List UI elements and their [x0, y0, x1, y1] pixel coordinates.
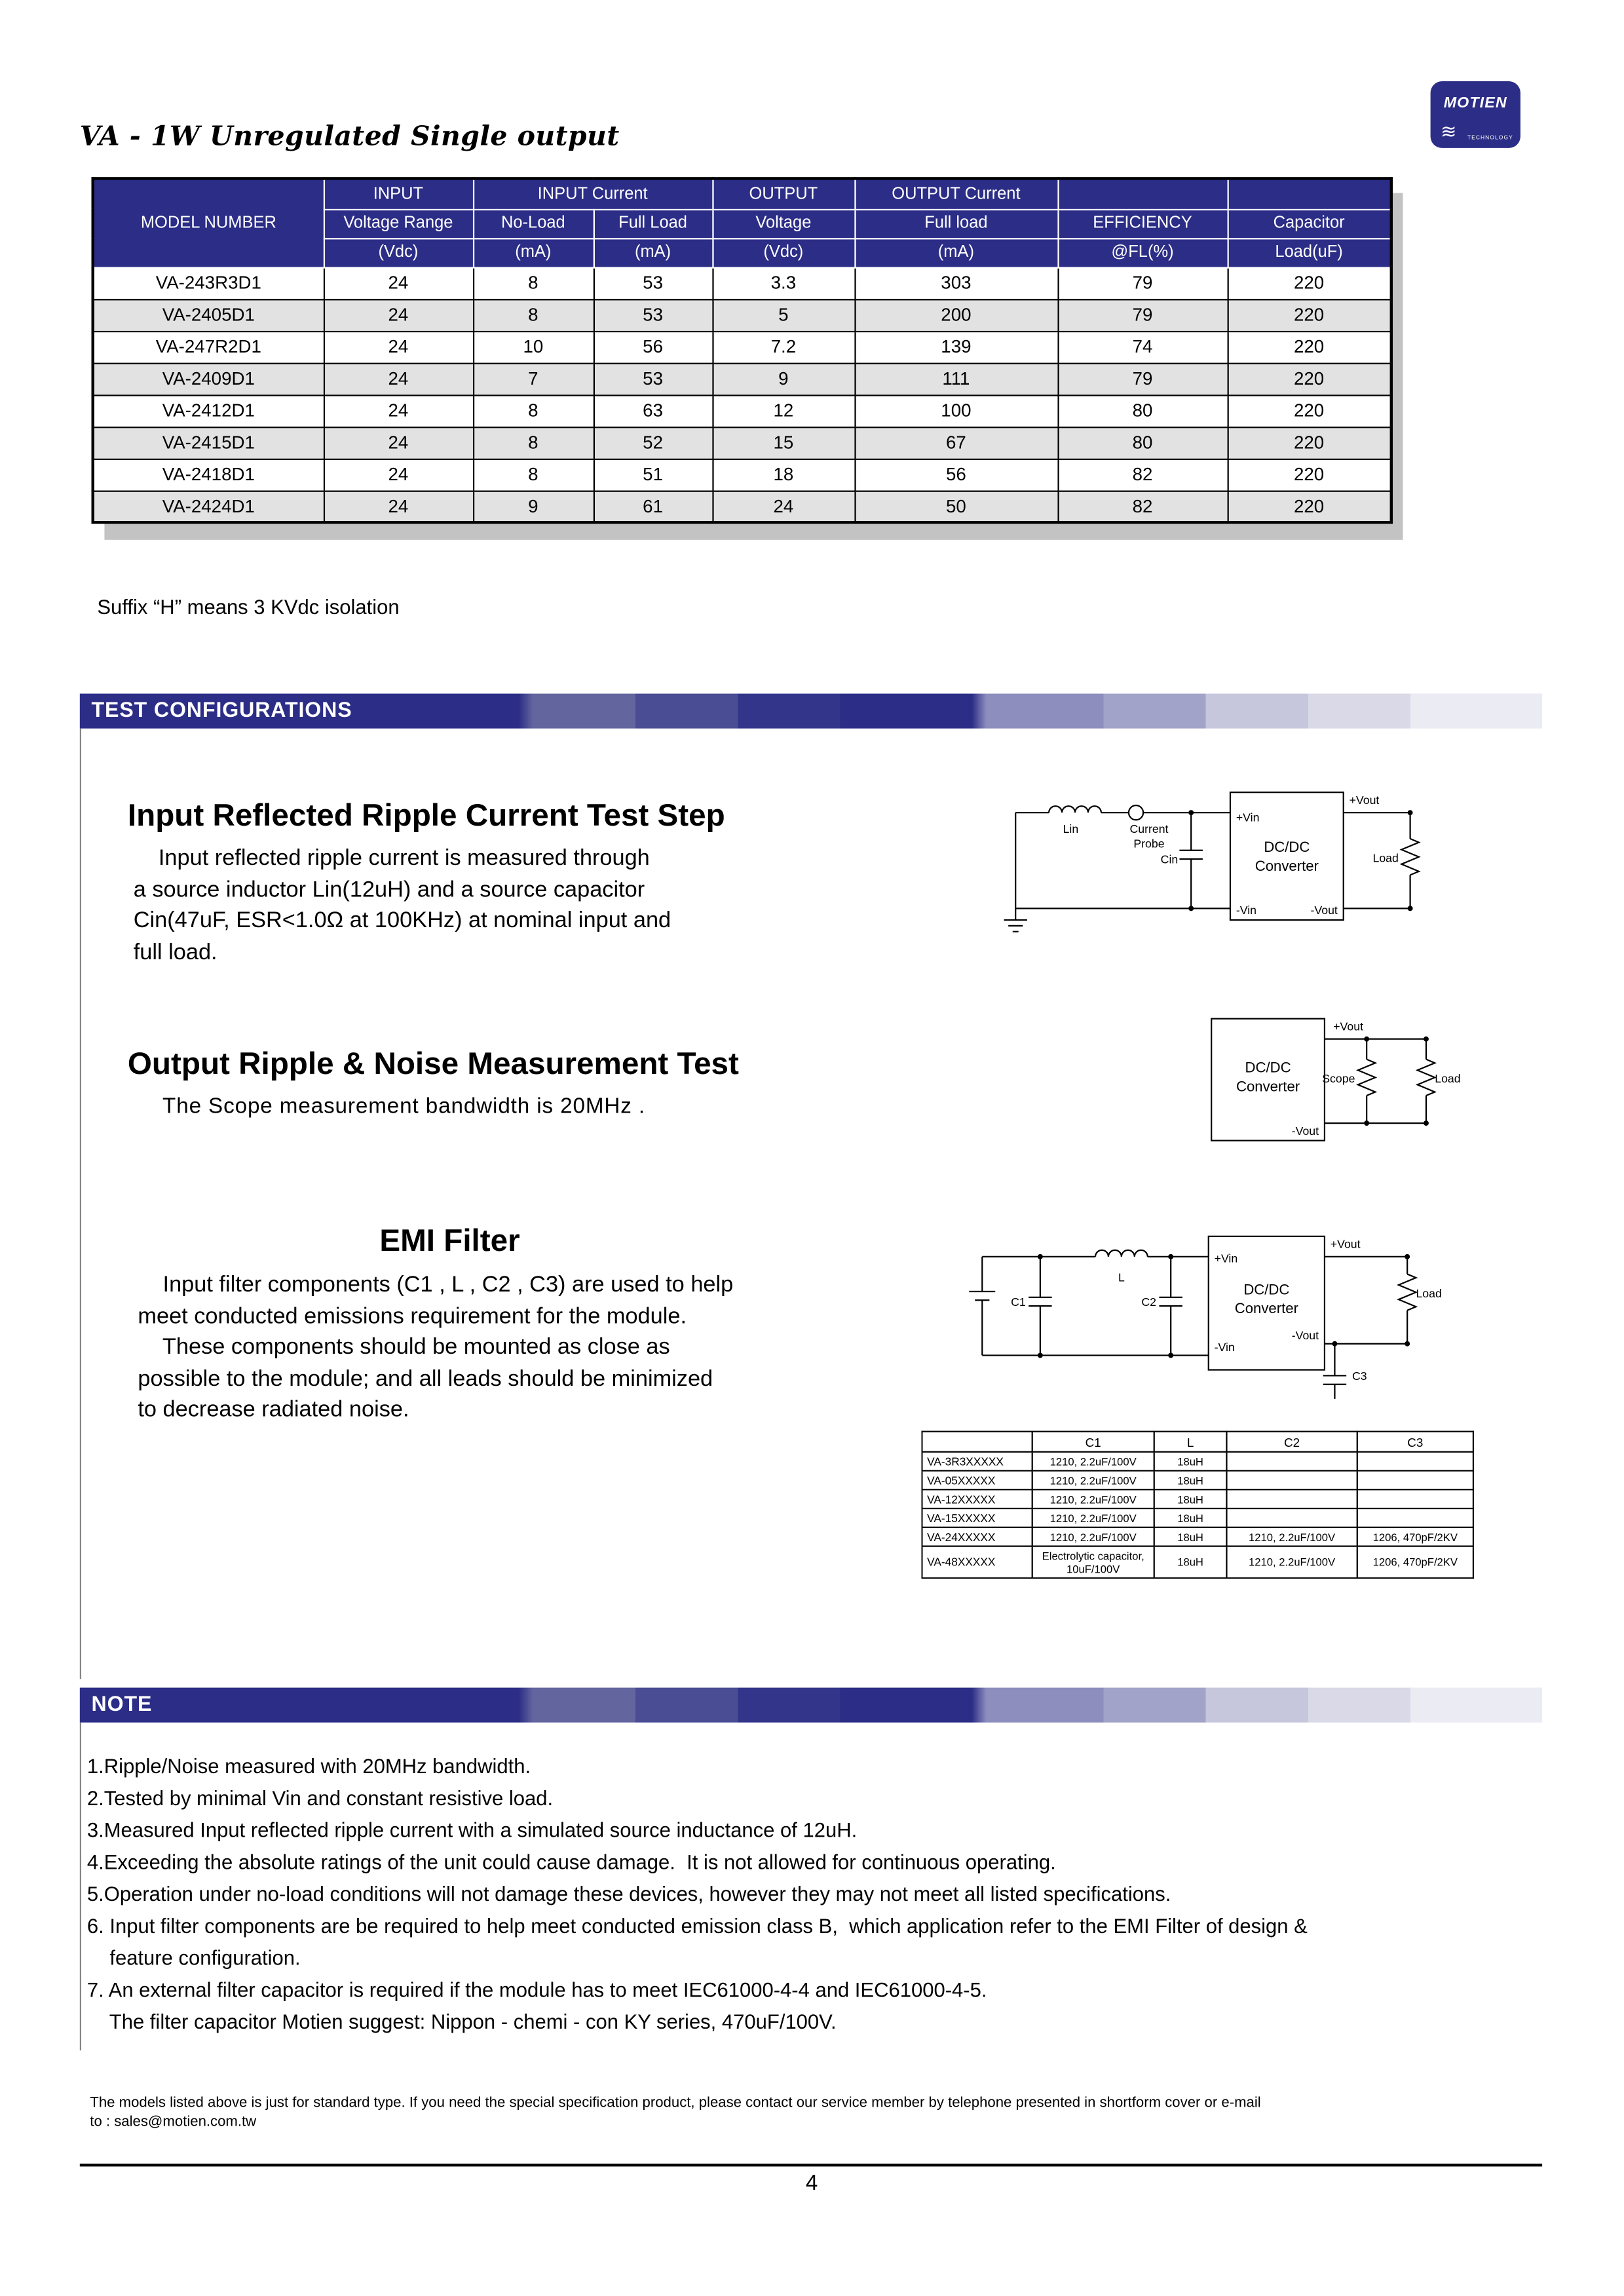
emi-header-cell: L: [1154, 1432, 1227, 1452]
paragraph-line: Cin(47uF, ESR<1.0Ω at 100KHz) at nominal input and: [133, 908, 671, 933]
table-row: [93, 331, 1391, 363]
value-cell: 1210, 2.2uF/100V: [1032, 1470, 1154, 1489]
col-model-number: MODEL NUMBER: [93, 178, 324, 267]
value-cell: 220: [1228, 491, 1391, 523]
model-cell: VA-2409D1: [93, 363, 324, 395]
label-vin-plus: +Vin: [1214, 1252, 1238, 1265]
value-cell: 1210, 2.2uF/100V: [1226, 1527, 1357, 1546]
output-ripple-test-diagram: [1008, 1001, 1461, 1161]
logo-subtext: TECHNOLOGY: [1467, 134, 1513, 141]
logo-waves-icon: ≋: [1441, 120, 1457, 143]
value-cell: 79: [1057, 267, 1227, 299]
model-cell: VA-24XXXXX: [922, 1527, 1032, 1546]
group-output: OUTPUT: [712, 178, 854, 209]
paragraph-line: Input filter components (C1 , L , C2 , C3) are used to help: [138, 1272, 734, 1297]
note-line: 3.Measured Input reflected ripple current with a simulated source inductance of 12uH.: [86, 1818, 858, 1842]
model-cell: VA-243R3D1: [93, 267, 324, 299]
value-cell: 1206, 470pF/2KV: [1357, 1546, 1473, 1578]
col-voltage-range: Voltage Range: [324, 209, 473, 238]
unit-capacitor: Load(uF): [1228, 238, 1391, 267]
value-cell: [1357, 1470, 1473, 1489]
group-input: INPUT: [324, 178, 473, 209]
model-cell: VA-05XXXXX: [922, 1470, 1032, 1489]
banner-test-configurations: [80, 694, 1542, 729]
value-cell: [1226, 1452, 1357, 1471]
value-cell: 24: [324, 299, 473, 331]
emi-header-cell: C1: [1032, 1432, 1154, 1452]
value-cell: 220: [1228, 267, 1391, 299]
current-probe-symbol: [1129, 805, 1143, 820]
unit-efficiency: @FL(%): [1057, 238, 1227, 267]
value-cell: 10: [473, 331, 594, 363]
unit-ma: (mA): [473, 238, 594, 267]
value-cell: 24: [324, 459, 473, 491]
input-ripple-test-diagram: [998, 780, 1433, 955]
label-vout-minus: -Vout: [1291, 1329, 1319, 1343]
table-row: [922, 1452, 1473, 1471]
value-cell: 24: [324, 267, 473, 299]
table-row: [93, 394, 1391, 427]
label-load: Load: [1435, 1072, 1461, 1086]
model-cell: VA-2405D1: [93, 299, 324, 331]
note-line: The filter capacitor Motien suggest: Nippon - chemi - con KY series, 470uF/100V.: [86, 2010, 837, 2033]
group-blank-efficiency: [1057, 178, 1227, 209]
load-resistor-symbol: [1399, 1274, 1416, 1310]
value-cell: 24: [324, 363, 473, 395]
paragraph-line: to decrease radiated noise.: [138, 1397, 409, 1423]
value-cell: 1210, 2.2uF/100V: [1226, 1546, 1357, 1578]
value-cell: 79: [1057, 299, 1227, 331]
value-cell: 53: [594, 267, 713, 299]
value-cell: 52: [594, 427, 713, 459]
value-cell: 24: [712, 491, 854, 523]
value-cell: 15: [712, 427, 854, 459]
group-input-current: INPUT Current: [473, 178, 712, 209]
table-row: [922, 1508, 1473, 1527]
label-dcdc: DC/DC: [1264, 838, 1310, 855]
spec-table: [92, 177, 1390, 524]
unit-vdc: (Vdc): [712, 238, 854, 267]
spec-header-groups-row: [93, 178, 1391, 209]
value-cell: 53: [594, 363, 713, 395]
section-title-emi-filter: EMI Filter: [379, 1223, 520, 1259]
table-row: [922, 1489, 1473, 1508]
value-cell: 9: [473, 491, 594, 523]
page-number: 4: [805, 2171, 818, 2196]
value-cell: 220: [1228, 363, 1391, 395]
value-cell: 1210, 2.2uF/100V: [1032, 1489, 1154, 1508]
value-cell: 18uH: [1154, 1527, 1227, 1546]
scope-resistor-symbol: [1358, 1060, 1376, 1096]
value-cell: 18uH: [1154, 1508, 1227, 1527]
value-cell: 200: [854, 299, 1057, 331]
value-cell: 1210, 2.2uF/100V: [1032, 1508, 1154, 1527]
table-row: [93, 267, 1391, 299]
label-converter: Converter: [1234, 1300, 1298, 1317]
label-vin-plus: +Vin: [1236, 811, 1260, 824]
value-cell: 1210, 2.2uF/100V: [1032, 1452, 1154, 1471]
note-line: 5.Operation under no-load conditions will not damage these devices, however they may not meet all listed specifications.: [86, 1882, 1171, 1905]
table-row: [93, 491, 1391, 523]
value-cell: 74: [1057, 331, 1227, 363]
circuit-wires: [1004, 792, 1419, 932]
left-margin-rule-top: [80, 729, 81, 1679]
value-cell: 80: [1057, 394, 1227, 427]
label-c3: C3: [1352, 1369, 1367, 1383]
value-cell: 53: [594, 299, 713, 331]
value-cell: 9: [712, 363, 854, 395]
label-c2: C2: [1141, 1295, 1157, 1309]
section-title-input-ripple: Input Reflected Ripple Current Test Step: [127, 798, 725, 833]
value-cell: 5: [712, 299, 854, 331]
notes-list: [87, 1750, 1308, 2037]
label-dcdc: DC/DC: [1245, 1059, 1291, 1076]
value-cell: 82: [1057, 459, 1227, 491]
value-cell: 220: [1228, 459, 1391, 491]
paragraph-line: full load.: [133, 939, 217, 965]
value-cell: Electrolytic capacitor, 10uF/100V: [1032, 1546, 1154, 1578]
value-cell: 7: [473, 363, 594, 395]
emi-header-cell: C2: [1226, 1432, 1357, 1452]
model-cell: VA-3R3XXXXX: [922, 1452, 1032, 1471]
col-voltage: Voltage: [712, 209, 854, 238]
footer-line2: to : sales@motien.com.tw: [90, 2114, 257, 2131]
emi-filter-diagram: [951, 1216, 1451, 1426]
value-cell: 111: [854, 363, 1057, 395]
paragraph-line: Input reflected ripple current is measured through: [133, 846, 650, 871]
unit-ma: (mA): [594, 238, 713, 267]
value-cell: 139: [854, 331, 1057, 363]
left-margin-rule-bottom: [80, 1723, 81, 2050]
label-load: Load: [1416, 1286, 1442, 1300]
value-cell: 67: [854, 427, 1057, 459]
label-vin-minus: -Vin: [1214, 1340, 1235, 1354]
value-cell: 220: [1228, 299, 1391, 331]
value-cell: 220: [1228, 394, 1391, 427]
value-cell: 56: [594, 331, 713, 363]
table-row: [93, 299, 1391, 331]
load-resistor-symbol: [1401, 839, 1419, 875]
model-cell: VA-12XXXXX: [922, 1489, 1032, 1508]
spec-table-body: [93, 267, 1391, 522]
label-vin-minus: -Vin: [1236, 904, 1257, 917]
label-scope: Scope: [1322, 1072, 1355, 1086]
value-cell: 56: [854, 459, 1057, 491]
note-line: feature configuration.: [86, 1945, 301, 1970]
label-current: Current: [1129, 822, 1169, 836]
banner-note-label: NOTE: [91, 1693, 153, 1717]
value-cell: 82: [1057, 491, 1227, 523]
unit-vdc: (Vdc): [324, 238, 473, 267]
value-cell: 303: [854, 267, 1057, 299]
label-converter: Converter: [1255, 857, 1319, 874]
value-cell: 3.3: [712, 267, 854, 299]
section-body-emi-filter: [138, 1270, 733, 1426]
value-cell: 18uH: [1154, 1452, 1227, 1471]
model-cell: VA-247R2D1: [93, 331, 324, 363]
value-cell: [1357, 1508, 1473, 1527]
value-cell: 24: [324, 394, 473, 427]
table-row: [922, 1527, 1473, 1546]
col-full-load: Full Load: [594, 209, 713, 238]
page-title: VA - 1W Unregulated Single output: [79, 122, 620, 153]
value-cell: 80: [1057, 427, 1227, 459]
label-probe: Probe: [1133, 837, 1165, 851]
label-vout-minus: -Vout: [1310, 904, 1338, 917]
label-dcdc: DC/DC: [1243, 1281, 1290, 1298]
value-cell: 51: [594, 459, 713, 491]
value-cell: 24: [324, 427, 473, 459]
value-cell: 1206, 470pF/2KV: [1357, 1527, 1473, 1546]
junction-dots: [1364, 1037, 1429, 1126]
value-cell: 63: [594, 394, 713, 427]
section-body-input-ripple: [134, 843, 671, 968]
label-vout-minus: -Vout: [1291, 1124, 1319, 1138]
model-cell: VA-2418D1: [93, 459, 324, 491]
value-cell: 24: [324, 491, 473, 523]
table-row: [922, 1546, 1473, 1578]
inductor-l-symbol: [1095, 1250, 1148, 1257]
value-cell: 24: [324, 331, 473, 363]
value-cell: [1357, 1489, 1473, 1508]
emi-header-cell: C3: [1357, 1432, 1473, 1452]
value-cell: 18uH: [1154, 1489, 1227, 1508]
label-load: Load: [1372, 851, 1399, 865]
logo-text: MOTIEN: [1443, 94, 1507, 112]
value-cell: 18uH: [1154, 1546, 1227, 1578]
section-body-output-ripple: The Scope measurement bandwidth is 20MHz .: [162, 1094, 646, 1119]
footer-note: [90, 2094, 1541, 2132]
section-title-output-ripple: Output Ripple & Noise Measurement Test: [127, 1046, 739, 1081]
label-l: L: [1118, 1271, 1125, 1284]
note-line: 1.Ripple/Noise measured with 20MHz bandwidth.: [86, 1754, 531, 1778]
banner-test-configurations-label: TEST CONFIGURATIONS: [91, 699, 352, 723]
table-row: [922, 1470, 1473, 1489]
label-cin: Cin: [1160, 852, 1179, 866]
paragraph-line: a source inductor Lin(12uH) and a source capacitor: [133, 877, 645, 902]
value-cell: [1226, 1470, 1357, 1489]
note-line: 7. An external filter capacitor is required if the module has to meet IEC61000-4-4 and IEC61000-4-5.: [86, 1978, 987, 2001]
inductor-lin-symbol: [1049, 806, 1101, 813]
table-row: [93, 459, 1391, 491]
banner-note: [80, 1688, 1542, 1723]
group-output-current: OUTPUT Current: [854, 178, 1057, 209]
value-cell: 100: [854, 394, 1057, 427]
emi-components-table: [921, 1431, 1474, 1579]
label-lin: Lin: [1063, 822, 1079, 836]
value-cell: 79: [1057, 363, 1227, 395]
col-capacitor: Capacitor: [1228, 209, 1391, 238]
note-line: 6. Input filter components are be required to help meet conducted emission class B, which application refer to the EMI Filter of design &: [86, 1914, 1308, 1938]
note-line: 2.Tested by minimal Vin and constant resistive load.: [86, 1786, 554, 1810]
label-vout-plus: +Vout: [1349, 793, 1380, 807]
footer-line1: The models listed above is just for standard type. If you need the special specification product, please contact our service member by telephone presented in shortform cover or e-mail: [90, 2095, 1261, 2112]
value-cell: 220: [1228, 331, 1391, 363]
table-row: [93, 363, 1391, 395]
value-cell: 7.2: [712, 331, 854, 363]
motien-logo: [1431, 81, 1520, 148]
value-cell: [1357, 1452, 1473, 1471]
value-cell: 1210, 2.2uF/100V: [1032, 1527, 1154, 1546]
value-cell: [1226, 1508, 1357, 1527]
value-cell: 18: [712, 459, 854, 491]
unit-ma: (mA): [854, 238, 1057, 267]
value-cell: 8: [473, 427, 594, 459]
label-vout-plus: +Vout: [1333, 1020, 1363, 1033]
value-cell: [1226, 1489, 1357, 1508]
value-cell: 50: [854, 491, 1057, 523]
model-cell: VA-15XXXXX: [922, 1508, 1032, 1527]
value-cell: 12: [712, 394, 854, 427]
emi-table-body: [922, 1452, 1473, 1578]
paragraph-line: These components should be mounted as close as: [138, 1335, 670, 1360]
table-row: [93, 427, 1391, 459]
note-line: 4.Exceeding the absolute ratings of the unit could cause damage. It is not allowed for continuous operating.: [86, 1850, 1056, 1874]
value-cell: 8: [473, 394, 594, 427]
footer-divider: [80, 2164, 1542, 2166]
group-blank-capacitor: [1228, 178, 1391, 209]
model-cell: VA-48XXXXX: [922, 1546, 1032, 1578]
load-resistor-symbol: [1418, 1060, 1435, 1096]
label-converter: Converter: [1236, 1078, 1300, 1095]
paragraph-line: meet conducted emissions requirement for the module.: [138, 1303, 687, 1329]
paragraph-line: possible to the module; and all leads should be minimized: [138, 1366, 713, 1391]
circuit-wires: [969, 1236, 1416, 1399]
model-cell: VA-2415D1: [93, 427, 324, 459]
value-cell: 8: [473, 267, 594, 299]
value-cell: 220: [1228, 427, 1391, 459]
suffix-note: Suffix “H” means 3 KVdc isolation: [97, 594, 400, 619]
label-vout-plus: +Vout: [1330, 1237, 1361, 1251]
emi-header-cell: [922, 1432, 1032, 1452]
model-cell: VA-2412D1: [93, 394, 324, 427]
col-full-load-out: Full load: [854, 209, 1057, 238]
col-efficiency: EFFICIENCY: [1057, 209, 1227, 238]
emi-header-row: [922, 1432, 1473, 1452]
value-cell: 8: [473, 459, 594, 491]
value-cell: 8: [473, 299, 594, 331]
label-c1: C1: [1011, 1295, 1026, 1309]
model-cell: VA-2424D1: [93, 491, 324, 523]
col-no-load: No-Load: [473, 209, 594, 238]
value-cell: 18uH: [1154, 1470, 1227, 1489]
value-cell: 61: [594, 491, 713, 523]
